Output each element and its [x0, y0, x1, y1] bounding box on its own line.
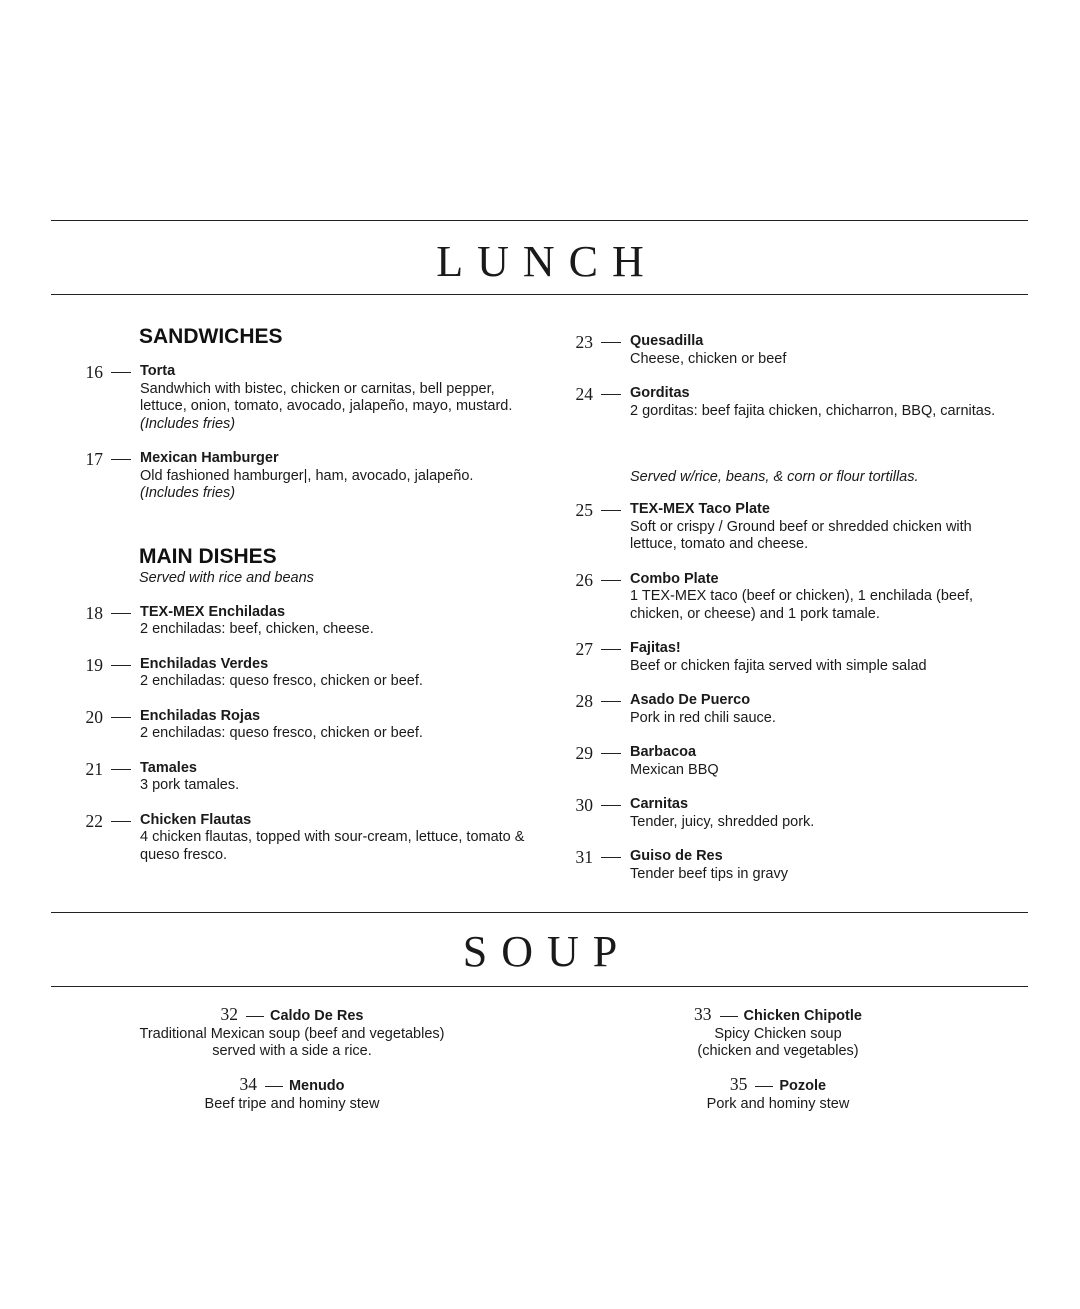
item-dash — [265, 1086, 283, 1087]
item-name: Enchiladas Rojas — [140, 707, 261, 724]
main-dishes-heading: MAIN DISHES — [139, 544, 277, 568]
sandwiches-heading: SANDWICHES — [139, 325, 283, 348]
item-name: Enchiladas Verdes — [140, 655, 269, 672]
menu-item — [573, 501, 1023, 554]
item-dash — [601, 753, 621, 754]
menu-item — [83, 760, 553, 795]
item-name: Menudo — [288, 1078, 345, 1094]
item-description: Pork in red chili sauce. — [630, 709, 776, 726]
item-name: Caldo De Res — [270, 1008, 364, 1024]
item-number: 32 — [220, 1004, 238, 1024]
item-number: 33 — [694, 1004, 712, 1024]
menu-item — [573, 848, 1023, 883]
item-number: 25 — [575, 500, 593, 520]
item-description: Old fashioned hamburger|, ham, avocado, jalapeño. — [140, 467, 474, 484]
item-description: Mexican BBQ — [630, 761, 719, 778]
item-dash — [111, 769, 131, 770]
lunch-title: LUNCH — [436, 237, 658, 286]
item-number: 24 — [575, 384, 593, 404]
menu-item — [573, 796, 1023, 831]
item-number: 20 — [85, 706, 103, 727]
item-description: Tender, juicy, shredded pork. — [630, 813, 815, 830]
item-dash — [111, 717, 131, 718]
item-description: Sandwhich with bistec, chicken or carnitas, bell pepper, lettuce, onion, tomato, avocado, jalapeño, mayo, mustard. — [140, 380, 513, 415]
item-dash — [111, 459, 131, 460]
menu-item — [83, 604, 553, 639]
item-dash — [601, 342, 621, 343]
item-dash — [755, 1086, 773, 1087]
soup-item-header — [576, 1076, 980, 1096]
item-description: Pork and hominy stew — [706, 1095, 850, 1112]
soup-item — [90, 1006, 494, 1061]
item-description: Soft or crispy / Ground beef or shredded chicken with lettuce, tomato and cheese. — [630, 518, 972, 552]
item-dash — [111, 372, 131, 373]
item-description: 3 pork tamales. — [140, 777, 240, 794]
item-description: Spicy Chicken soup (chicken and vegetables) — [697, 1025, 859, 1059]
item-description: Beef tripe and hominy stew — [204, 1095, 380, 1112]
main-dishes-subheading: Served with rice and beans — [139, 569, 314, 586]
item-number: 27 — [575, 639, 593, 659]
menu-item — [83, 708, 553, 743]
item-description: 4 chicken flautas, topped with sour-cream, lettuce, tomato & queso fresco. — [140, 829, 525, 863]
item-number: 35 — [729, 1074, 748, 1094]
lunch-left-column — [83, 325, 553, 864]
item-name: Barbacoa — [630, 744, 697, 760]
menu-item — [573, 692, 1023, 727]
item-dash — [111, 821, 131, 822]
soup-title: SOUP — [462, 927, 632, 976]
sandwiches-section — [83, 325, 553, 503]
item-number: 21 — [85, 758, 103, 779]
soup-item-header — [90, 1006, 494, 1026]
item-name: Chicken Flautas — [140, 811, 252, 828]
lunch-right-column — [573, 333, 1023, 883]
soup-item-header — [576, 1006, 980, 1026]
top-rule-lunch — [51, 220, 1028, 221]
item-name: Gorditas — [630, 385, 690, 401]
item-dash — [601, 701, 621, 702]
item-name: Asado De Puerco — [630, 692, 751, 708]
item-name: Mexican Hamburger — [140, 450, 279, 467]
item-description: Traditional Mexican soup (beef and vegetables) served with a side a rice. — [139, 1025, 445, 1059]
item-dash — [111, 613, 131, 614]
item-name: Pozole — [779, 1078, 827, 1094]
item-description: 2 enchiladas: beef, chicken, cheese. — [140, 621, 374, 638]
served-note: Served w/rice, beans, & corn or flour tortillas. — [630, 469, 919, 485]
item-description: 2 enchiladas: queso fresco, chicken or beef. — [140, 673, 423, 690]
item-name: TEX-MEX Enchiladas — [140, 603, 286, 620]
item-note: (Includes fries) — [140, 415, 236, 432]
item-number: 22 — [85, 810, 103, 831]
menu-item — [83, 363, 553, 433]
item-name: Combo Plate — [630, 570, 719, 587]
menu-item — [83, 812, 553, 865]
item-dash — [601, 580, 621, 581]
item-name: Carnitas — [630, 796, 689, 812]
menu-item — [83, 450, 553, 503]
menu-item — [573, 385, 1023, 420]
soup-item-header — [90, 1076, 494, 1096]
top-rule-soup — [51, 912, 1028, 913]
item-dash — [601, 510, 621, 511]
item-note: (Includes fries) — [140, 485, 236, 502]
item-description: 2 gorditas: beef fajita chicken, chicharron, BBQ, carnitas. — [630, 402, 996, 419]
item-description: 1 TEX-MEX taco (beef or chicken), 1 enchilada (beef, chicken, or cheese) and 1 pork tamale. — [630, 588, 974, 622]
item-number: 28 — [575, 691, 593, 711]
soup-item — [90, 1076, 494, 1113]
item-number: 17 — [85, 449, 103, 470]
item-number: 29 — [575, 743, 593, 763]
menu-item — [573, 744, 1023, 779]
item-dash — [601, 394, 621, 395]
item-dash — [601, 805, 621, 806]
item-number: 34 — [239, 1074, 257, 1094]
soup-item — [576, 1006, 980, 1061]
item-name: Tamales — [140, 759, 197, 776]
item-name: Fajitas! — [630, 640, 681, 656]
menu-item — [83, 656, 553, 691]
item-number: 30 — [575, 795, 593, 815]
menu-item — [573, 571, 1023, 624]
bottom-rule-soup — [51, 986, 1028, 987]
item-name: TEX-MEX Taco Plate — [630, 501, 770, 517]
item-description: 2 enchiladas: queso fresco, chicken or beef. — [140, 725, 423, 742]
item-name: Guiso de Res — [630, 848, 723, 864]
item-number: 16 — [85, 362, 103, 383]
bottom-rule-lunch — [51, 294, 1028, 295]
menu-item — [573, 640, 1023, 675]
soup-item — [576, 1076, 980, 1113]
item-dash — [601, 857, 621, 858]
menu-item — [573, 333, 1023, 368]
main-dishes-section — [83, 545, 553, 865]
item-description: Cheese, chicken or beef — [630, 350, 787, 367]
item-dash — [111, 665, 131, 666]
item-number: 31 — [575, 847, 593, 867]
item-name: Quesadilla — [630, 333, 704, 349]
item-number: 19 — [85, 654, 103, 675]
item-description: Beef or chicken fajita served with simple salad — [630, 657, 927, 674]
item-dash — [720, 1016, 738, 1017]
item-number: 18 — [85, 602, 103, 623]
item-dash — [601, 649, 621, 650]
item-name: Chicken Chipotle — [743, 1008, 862, 1024]
item-number: 23 — [575, 332, 593, 352]
item-description: Tender beef tips in gravy — [630, 865, 788, 882]
item-number: 26 — [575, 569, 593, 590]
item-name: Torta — [140, 363, 176, 380]
item-dash — [246, 1016, 264, 1017]
